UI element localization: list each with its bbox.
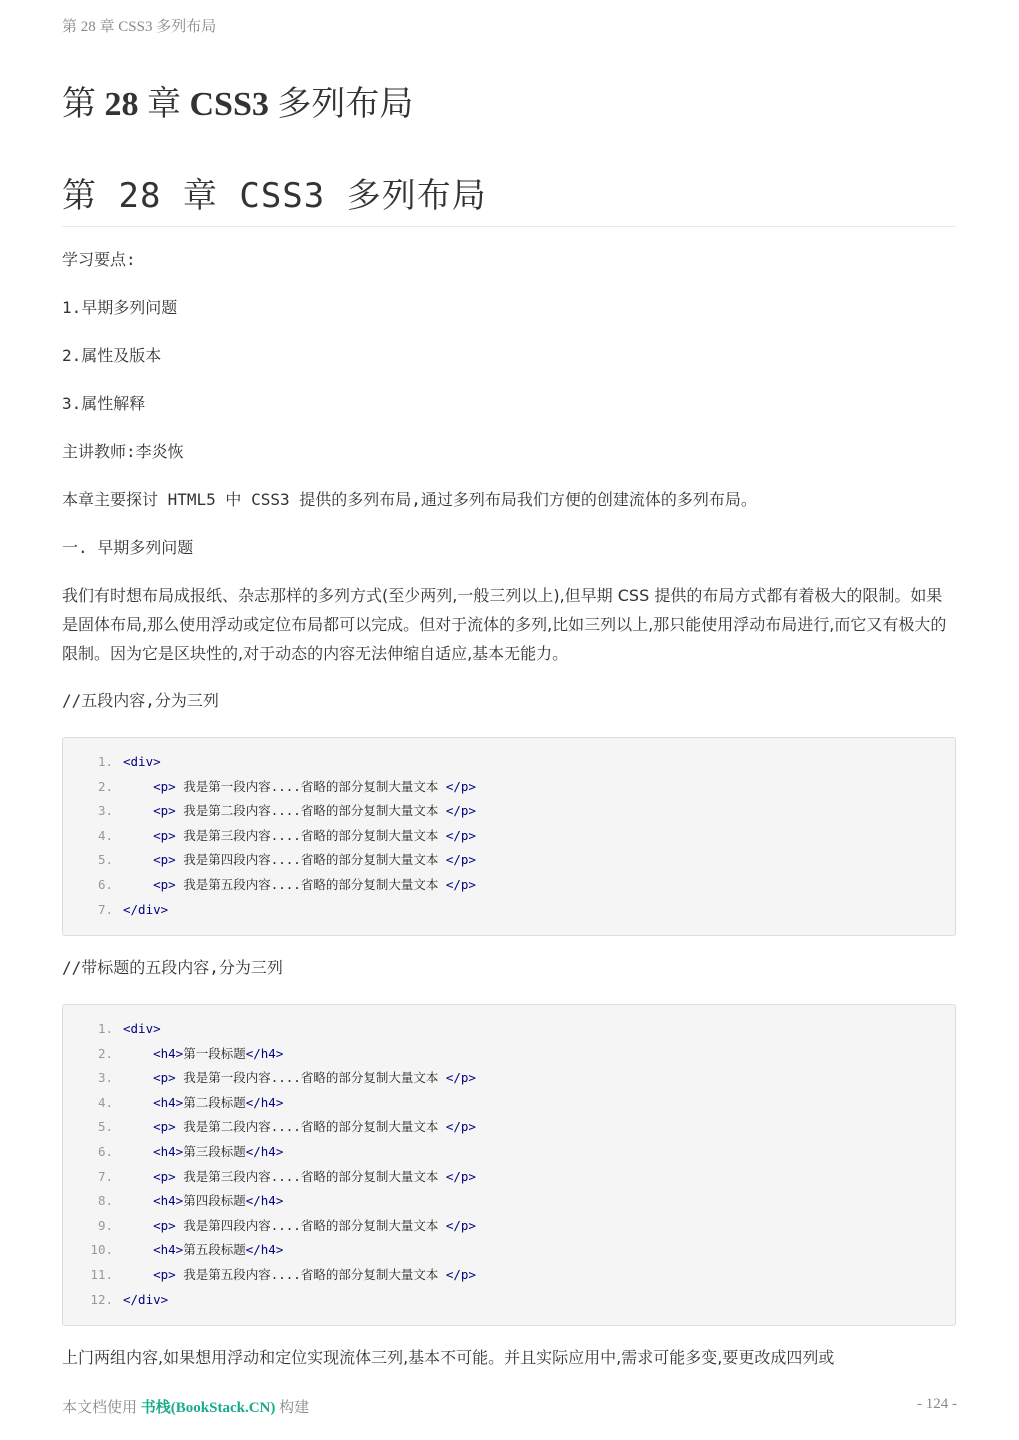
teacher-line: 主讲教师:李炎恢 [62,442,184,461]
running-header: 第 28 章 CSS3 多列布局 [62,19,217,35]
code-indent [123,1218,153,1233]
code-comment-1: //五段内容,分为三列 [62,691,219,710]
code-open-tag: <h4> [153,1045,184,1061]
code-line [63,1238,283,1262]
point-1: 1.早期多列问题 [62,298,178,317]
code-text: 我是第三段内容....省略的部分复制大量文本 [175,827,446,843]
code-open-tag: <p> [153,1267,176,1282]
line-number: 6. [97,877,113,892]
trailing-paragraph: 上门两组内容,如果想用浮动和定位实现流体三列,基本不可能。并且实际应用中,需求可能多变,要更改成四列或 [62,1348,835,1367]
code-comment-2: //带标题的五段内容,分为三列 [62,958,283,977]
code-close-tag: </p> [445,1168,476,1184]
code-open-tag: <p> [153,852,176,868]
line-number: 12. [90,1291,113,1307]
code-open-tag: <p> [153,877,176,892]
code-indent [123,828,153,843]
section-heading-block [62,168,956,227]
code-text: 第三段标题 [183,1144,246,1159]
point-2: 2.属性及版本 [62,346,162,365]
line-number: 4. [97,1094,113,1110]
chapter-title [62,76,413,125]
code-close-tag: </p> [445,1267,476,1282]
code-line [63,1288,168,1312]
code-line [63,1189,283,1213]
code-open-tag: <p> [153,778,176,794]
line-number: 5. [97,1119,113,1135]
code-close-tag: </p> [445,1217,476,1233]
code-open-tag: <h4> [153,1242,184,1258]
line-number: 11. [90,1267,113,1282]
code-line [63,824,476,848]
code-indent [123,1070,153,1085]
code-line [63,1091,283,1115]
line-number: 8. [97,1193,113,1209]
code-indent [123,1169,153,1184]
code-open-tag: <h4> [153,1144,184,1159]
learning-points-label: 学习要点: [62,250,136,269]
code-close-tag: </h4> [245,1193,284,1209]
code-indent [123,779,153,794]
code-line [63,1017,161,1041]
line-number: 1. [97,754,113,769]
code-open-tag: <div> [123,754,161,769]
code-close-tag: </p> [445,803,476,819]
code-open-tag: <p> [153,1217,176,1233]
line-number: 9. [97,1217,113,1233]
code-line [63,1115,476,1139]
code-indent [123,852,153,867]
code-line [63,750,161,774]
code-text: 我是第五段内容....省略的部分复制大量文本 [175,1267,446,1282]
bookstack-link[interactable]: 书栈(BookStack.CN) [140,1400,276,1416]
code-block-1 [62,737,956,936]
footer-suffix: 构建 [275,1400,310,1416]
code-line [63,1165,476,1189]
code-open-tag: </div> [123,1291,169,1307]
code-text: 我是第三段内容....省略的部分复制大量文本 [175,1168,446,1184]
code-line [63,1140,283,1164]
code-text: 第四段标题 [183,1193,246,1209]
code-line [63,898,168,922]
code-text: 第二段标题 [183,1094,246,1110]
code-close-tag: </h4> [245,1094,284,1110]
line-number: 10. [90,1242,113,1258]
code-line [63,1263,476,1287]
code-text: 第一段标题 [183,1045,246,1061]
line-number: 1. [97,1021,113,1036]
code-open-tag: <p> [153,827,176,843]
section-one-heading: 一. 早期多列问题 [62,538,194,557]
body-paragraph: 我们有时想布局成报纸、杂志那样的多列方式(至少两列,一般三列以上),但早期 CSS 提供的布局方式都有着极大的限制。如果是固体布局,那么使用浮动或定位布局都可以完成。但对于流体的多列,比如三列以上,那只能使用浮动布局进行,而它又有极大的限制。因为它是区块性的,对于动态的内容无法伸缩自适应,基本无能力。 [62,586,947,663]
code-close-tag: </h4> [245,1242,284,1258]
line-number: 2. [97,1045,113,1061]
code-close-tag: </p> [445,1119,476,1135]
code-indent [123,1144,153,1159]
code-open-tag: <h4> [153,1193,184,1209]
code-indent [123,1267,153,1282]
chapter-title-suffix: 多列布局 [268,86,414,123]
code-indent [123,1193,153,1208]
code-block-2 [62,1004,956,1326]
line-number: 2. [97,778,113,794]
line-number: 4. [97,827,113,843]
code-indent [123,1046,153,1061]
code-line [63,1042,283,1066]
code-line [63,1066,476,1090]
line-number: 7. [97,1168,113,1184]
chapter-intro: 本章主要探讨 HTML5 中 CSS3 提供的多列布局,通过多列布局我们方便的创建流体的多列布局。 [62,490,757,509]
code-indent [123,1095,153,1110]
page-number: - 124 - [917,1396,957,1412]
chapter-title-prefix: 第 [62,86,105,123]
code-line [63,873,476,897]
code-close-tag: </p> [445,1070,476,1086]
footer-credit [62,1396,309,1417]
code-indent [123,803,153,818]
section-heading: 第 28 章 CSS3 多列布局 [62,176,487,216]
code-close-tag: </p> [445,852,476,868]
code-open-tag: <p> [153,1070,176,1086]
code-close-tag: </p> [445,827,476,843]
code-text: 我是第二段内容....省略的部分复制大量文本 [175,803,446,819]
code-open-tag: <div> [123,1021,161,1036]
code-line [63,775,476,799]
line-number: 3. [97,803,113,819]
code-text: 我是第四段内容....省略的部分复制大量文本 [175,1217,446,1233]
code-open-tag: </div> [123,901,169,917]
chapter-title-name: CSS3 [189,86,269,123]
code-text: 我是第五段内容....省略的部分复制大量文本 [175,877,446,892]
code-text: 我是第四段内容....省略的部分复制大量文本 [175,852,446,868]
code-close-tag: </p> [445,778,476,794]
code-text: 第五段标题 [183,1242,246,1258]
line-number: 3. [97,1070,113,1086]
code-open-tag: <p> [153,803,176,819]
line-number: 5. [97,852,113,868]
code-close-tag: </p> [445,877,476,892]
code-indent [123,877,153,892]
point-3: 3.属性解释 [62,394,146,413]
code-text: 我是第一段内容....省略的部分复制大量文本 [175,1070,446,1086]
chapter-title-number: 28 [104,86,139,123]
line-number: 7. [97,901,113,917]
code-text: 我是第二段内容....省略的部分复制大量文本 [175,1119,446,1135]
code-text: 我是第一段内容....省略的部分复制大量文本 [175,778,446,794]
code-open-tag: <p> [153,1119,176,1135]
code-open-tag: <h4> [153,1094,184,1110]
code-line [63,1214,476,1238]
code-indent [123,1242,153,1257]
code-line [63,848,476,872]
code-line [63,799,476,823]
code-close-tag: </h4> [245,1045,284,1061]
code-indent [123,1119,153,1134]
code-close-tag: </h4> [245,1144,284,1159]
line-number: 6. [97,1144,113,1159]
footer-prefix: 本文档使用 [62,1400,141,1416]
chapter-title-mid: 章 [138,86,190,123]
code-open-tag: <p> [153,1168,176,1184]
